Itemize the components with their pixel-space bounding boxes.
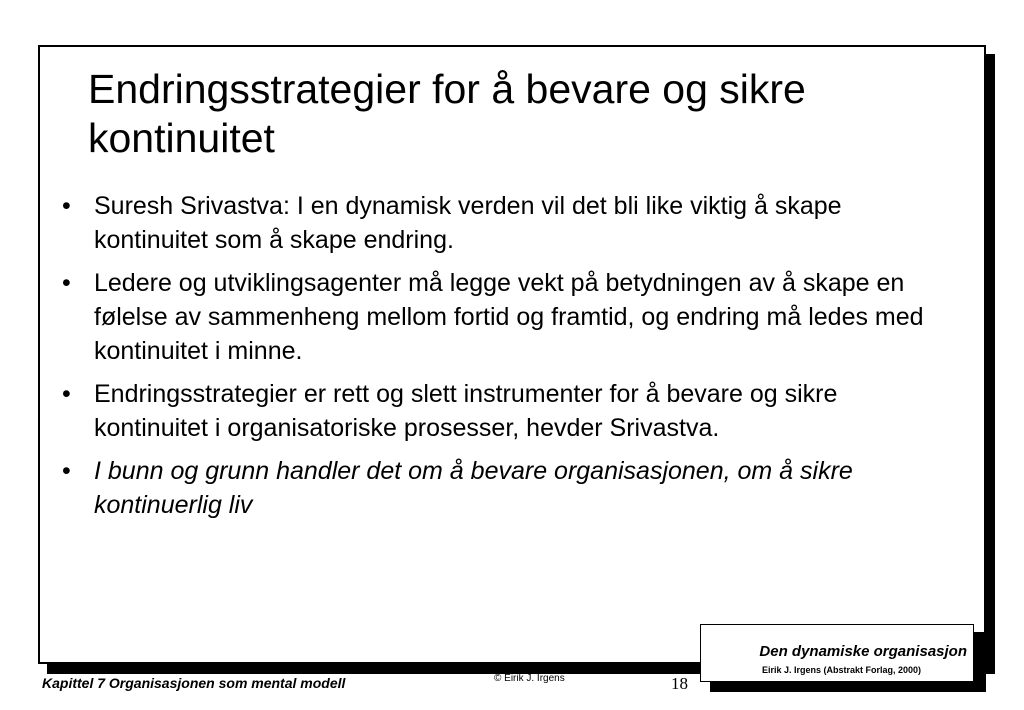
bullet-item [62, 189, 942, 257]
slide-title: Endringsstrategier for å bevare og sikre kontinuitet [88, 66, 806, 161]
bullet-dot: • [62, 269, 71, 297]
page-number: 18 [671, 674, 688, 693]
bullet-item [62, 454, 942, 522]
book-author: Eirik J. Irgens (Abstrakt Forlag, 2000) [761, 665, 921, 675]
bullet-item [62, 377, 942, 445]
book-title: Den dynamiske organisasjon [759, 643, 967, 660]
bullet-text: I bunn og grunn handler det om å bevare organisasjonen, om å sikre kontinuerlig liv [94, 457, 853, 519]
chapter-footer: Kapittel 7 Organisasjonen som mental modell [42, 675, 346, 691]
book-credit-box [700, 624, 974, 682]
bullet-text: Ledere og utviklingsagenter må legge vekt på betydningen av å skape en følelse av sammenheng mellom fortid og framtid, og endring må ledes med kontinuitet i minne. [94, 269, 924, 365]
bullet-text: Suresh Srivastva: I en dynamisk verden vil det bli like viktig å skape kontinuitet som å skape endring. [94, 192, 842, 254]
bullet-dot: • [62, 457, 71, 485]
copyright-footer: © Eirik J. Irgens [494, 673, 565, 684]
bullet-item [62, 266, 942, 368]
bullet-text: Endringsstrategier er rett og slett instrumenter for å bevare og sikre kontinuitet i organisatoriske prosesser, hevder Srivastva. [94, 380, 838, 442]
slide-frame [38, 45, 986, 664]
bullet-dot: • [62, 192, 71, 220]
bullet-list [62, 189, 942, 531]
bullet-dot: • [62, 380, 71, 408]
